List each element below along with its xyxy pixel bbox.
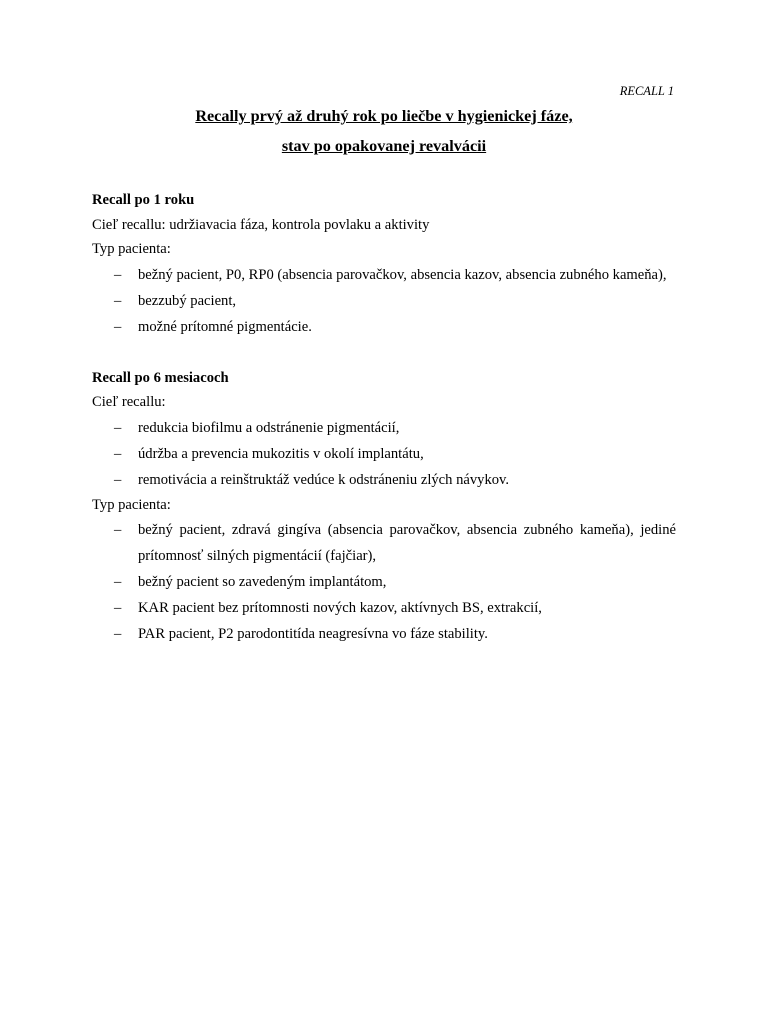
section-2-goal-label: Cieľ recallu:: [92, 394, 166, 410]
list-item-text: KAR pacient bez prítomnosti nových kazov, aktívnych BS, extrakcií,: [138, 600, 542, 616]
page-header-label: RECALL 1: [619, 84, 674, 98]
section-2-patient-type-label: Typ pacienta:: [92, 496, 171, 513]
document-title-line-1: Recally prvý až druhý rok po liečbe v hygienickej fáze,: [195, 107, 573, 125]
list-item-text: údržba a prevencia mukozitis v okolí implantátu,: [138, 445, 424, 462]
list-item-text: bežný pacient, P0, RP0 (absencia parovačkov, absencia kazov, absencia zubného kameňa),: [138, 266, 667, 283]
list-item: [92, 441, 676, 467]
bullet-dash: –: [114, 522, 122, 538]
list-item: [92, 262, 676, 288]
document-body: [92, 188, 676, 647]
list-item-text: redukcia biofilmu a odstránenie pigmentácií,: [138, 419, 400, 436]
list-item-text: bežný pacient so zavedeným implantátom,: [138, 574, 387, 590]
list-item-text: bežný pacient, zdravá gingíva (absencia parovačkov, absencia zubného kameňa), jediné prítomnosť silných pigmentácií (fajčiar),: [138, 522, 676, 564]
list-item: [92, 314, 676, 340]
section-1-heading: Recall po 1 roku: [92, 192, 195, 208]
bullet-dash: –: [114, 266, 122, 283]
list-item: [92, 595, 676, 621]
list-item: [92, 517, 676, 569]
bullet-dash: –: [114, 574, 122, 590]
bullet-dash: –: [114, 626, 122, 642]
list-item-text: možné prítomné pigmentácie.: [138, 318, 312, 335]
bullet-dash: –: [114, 445, 122, 462]
list-item: [92, 569, 676, 595]
section-1-goal: Cieľ recallu: udržiavacia fáza, kontrola povlaku a aktivity: [92, 216, 430, 233]
list-item: [92, 467, 676, 493]
bullet-dash: –: [114, 471, 122, 488]
bullet-dash: –: [114, 318, 122, 335]
list-item: [92, 288, 676, 314]
document-title-line-2: stav po opakovanej revalvácii: [281, 137, 487, 155]
section-gap: [92, 340, 676, 366]
list-item-text: remotivácia a reinštruktáž vedúce k odstráneniu zlých návykov.: [138, 471, 510, 488]
section-2-heading: Recall po 6 mesiacoch: [92, 369, 229, 386]
section-1-patient-type-label: Typ pacienta:: [92, 241, 171, 257]
bullet-dash: –: [114, 292, 122, 309]
list-item-text: PAR pacient, P2 parodontitída neagresívna vo fáze stability.: [138, 626, 488, 642]
list-item-text: bezzubý pacient,: [138, 292, 237, 309]
list-item: [92, 621, 676, 647]
bullet-dash: –: [114, 419, 122, 436]
list-item: [92, 415, 676, 441]
bullet-dash: –: [114, 600, 122, 616]
